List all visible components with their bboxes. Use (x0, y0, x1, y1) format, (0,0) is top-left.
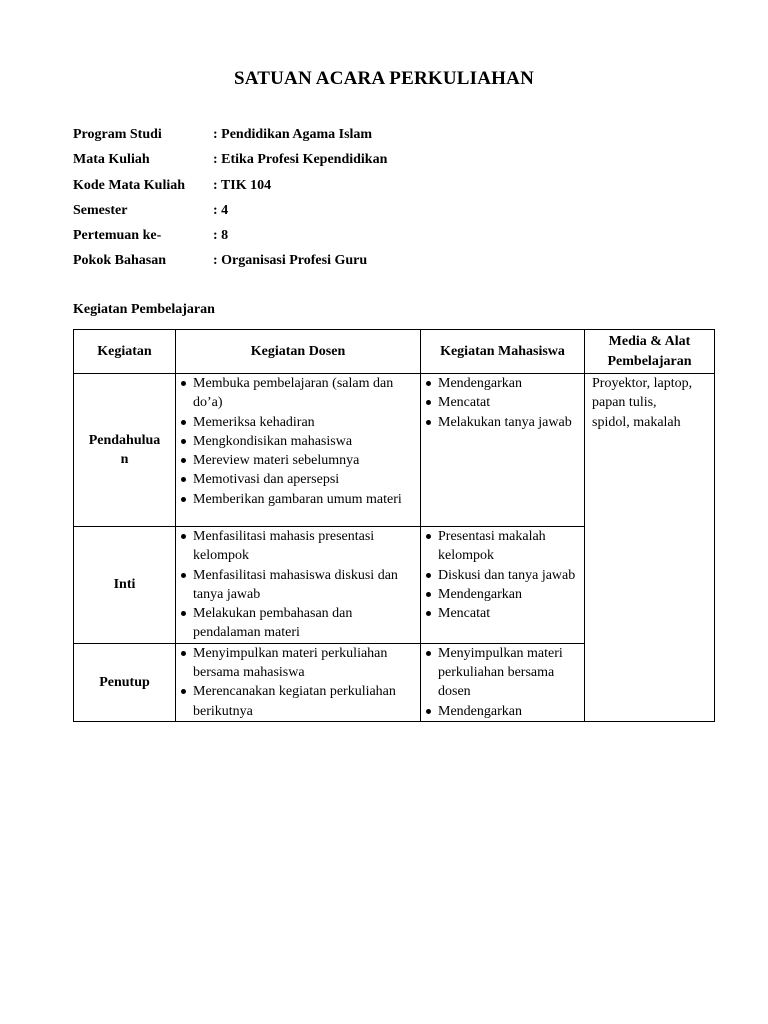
mahasiswa-cell (421, 374, 585, 527)
info-label: Program Studi (73, 127, 162, 142)
page-title: SATUAN ACARA PERKULIAHAN (233, 68, 535, 89)
section-label: Kegiatan Pembelajaran (73, 302, 215, 317)
list-item: Memeriksa kehadiran (180, 413, 418, 432)
list-item: Melakukan pembahasan dan pendalaman materi (180, 604, 418, 643)
info-row-kode-mata-kuliah (73, 176, 387, 201)
mahasiswa-list (421, 644, 584, 721)
phase-label: Penutup (99, 674, 150, 690)
list-item: Mendengarkan (425, 702, 582, 721)
mahasiswa-list (421, 374, 584, 432)
list-item: Membuka pembelajaran (salam dan do’a) (180, 374, 418, 413)
info-row-mata-kuliah (73, 150, 387, 175)
list-item: Mencatat (425, 604, 582, 623)
table-header-row (74, 330, 715, 374)
media-cell (585, 374, 715, 722)
header-media (585, 330, 715, 374)
list-item: Diskusi dan tanya jawab (425, 566, 582, 585)
list-item: Merencanakan kegiatan perkuliahan berikutnya (180, 682, 418, 721)
dosen-list (176, 644, 420, 721)
info-label: Mata Kuliah (73, 152, 150, 168)
mahasiswa-cell (421, 643, 585, 721)
media-line: spidol, makalah (592, 414, 681, 430)
list-item: Mencatat (425, 393, 582, 412)
mahasiswa-list (421, 527, 584, 623)
dosen-list (176, 374, 420, 509)
info-label: Semester (73, 202, 128, 218)
header-kegiatan: Kegiatan (74, 330, 176, 374)
dosen-list (176, 527, 420, 643)
list-item: Menfasilitasi mahasis presentasi kelompok (180, 527, 418, 566)
list-item: Menyimpulkan materi perkuliahan bersama mahasiswa (180, 644, 418, 683)
phase-label: n (120, 452, 129, 467)
list-item: Mendengarkan (425, 374, 582, 393)
phase-label: Pendahulua (88, 432, 161, 448)
phase-cell-penutup (74, 643, 176, 721)
list-item: Menyimpulkan materi perkuliahan bersama dosen (425, 644, 582, 702)
phase-cell-pendahuluan (74, 374, 176, 527)
info-label: Pertemuan ke- (73, 228, 162, 244)
info-row-pokok-bahasan (73, 251, 387, 276)
activity-table (73, 329, 715, 722)
info-value: : Etika Profesi Kependidikan (213, 152, 388, 168)
header-kegiatan-mahasiswa: Kegiatan Mahasiswa (421, 330, 585, 374)
list-item: Mendengarkan (425, 585, 582, 604)
info-row-semester (73, 201, 387, 226)
info-value: : Pendidikan Agama Islam (213, 127, 373, 142)
dosen-cell (176, 527, 421, 644)
media-line: papan tulis, (592, 395, 657, 411)
info-value: : Organisasi Profesi Guru (213, 253, 368, 269)
media-line: Proyektor, laptop, (592, 376, 693, 391)
header-media-line: Pembelajaran (607, 353, 692, 369)
phase-cell-inti (74, 527, 176, 644)
info-label: Kode Mata Kuliah (73, 177, 186, 193)
list-item: Mereview materi sebelumnya (180, 451, 418, 470)
phase-label: Inti (113, 577, 136, 593)
mahasiswa-cell (421, 527, 585, 644)
info-row-pertemuan (73, 226, 387, 251)
info-label: Pokok Bahasan (73, 253, 166, 269)
info-value: : 8 (213, 228, 229, 244)
list-item: Presentasi makalah kelompok (425, 527, 582, 566)
dosen-cell (176, 374, 421, 527)
list-item: Memotivasi dan apersepsi (180, 470, 418, 489)
info-value: : TIK 104 (213, 177, 272, 193)
table-row (74, 374, 715, 527)
list-item: Memberikan gambaran umum materi (180, 490, 418, 509)
header-media-line: Media & Alat (608, 334, 691, 350)
info-row-program-studi (73, 125, 387, 150)
course-info (73, 125, 387, 277)
header-kegiatan-dosen: Kegiatan Dosen (176, 330, 421, 374)
list-item: Mengkondisikan mahasiswa (180, 432, 418, 451)
info-value: : 4 (213, 202, 229, 218)
dosen-cell (176, 643, 421, 721)
list-item: Melakukan tanya jawab (425, 413, 582, 432)
list-item: Menfasilitasi mahasiswa diskusi dan tanya jawab (180, 566, 418, 605)
